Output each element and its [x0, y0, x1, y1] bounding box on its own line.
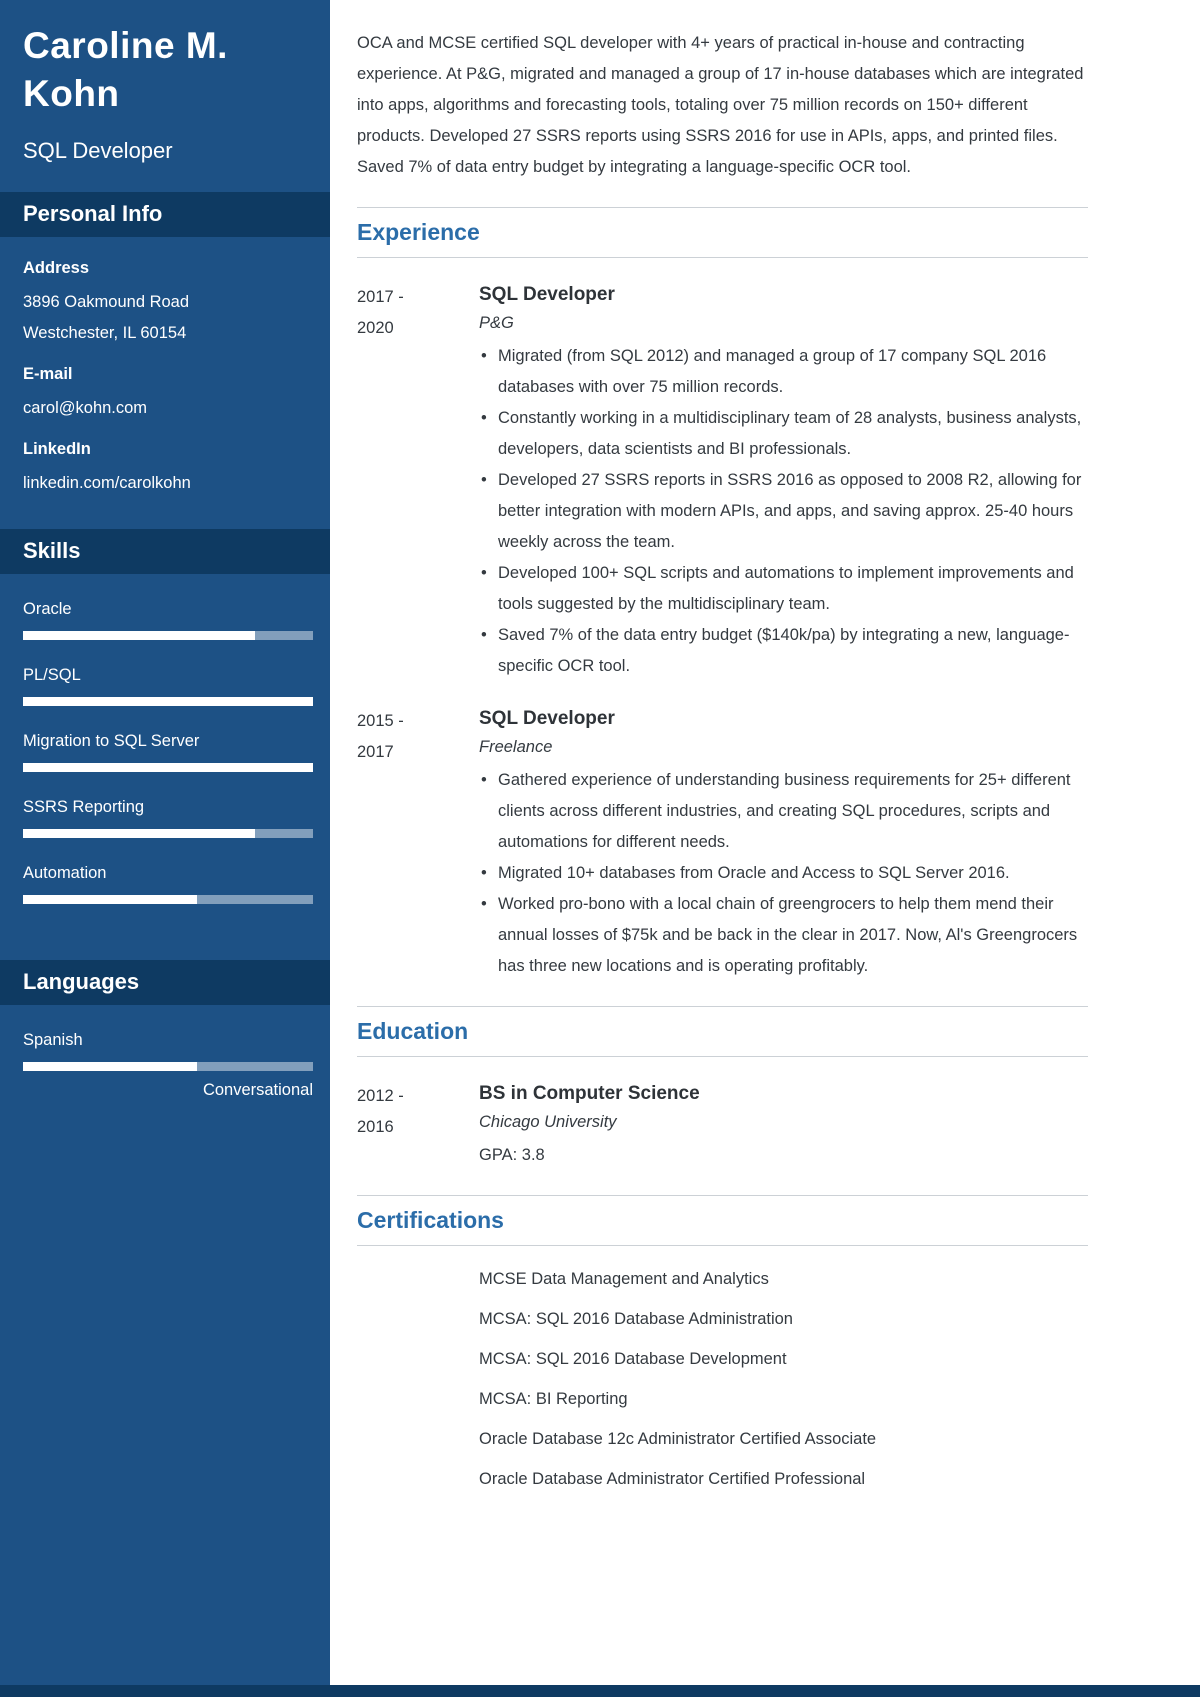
personal-info-heading: Personal Info — [0, 192, 330, 237]
bullet-item: • Migrated 10+ databases from Oracle and Access to SQL Server 2016. — [479, 858, 1088, 889]
email-label: E-mail — [23, 365, 73, 384]
address-field — [23, 259, 312, 349]
skill-level-fill — [23, 697, 313, 706]
entry-dates — [357, 1081, 479, 1171]
date-line: 2020 — [357, 319, 394, 337]
skill-level-fill — [23, 631, 255, 640]
bullet-item: • Migrated (from SQL 2012) and managed a group of 17 company SQL 2016 databases with over 75 million records. — [479, 341, 1088, 403]
entry-job-title: SQL Developer — [479, 284, 615, 305]
entry-company: Freelance — [479, 738, 553, 756]
skill-name: PL/SQL — [23, 666, 81, 685]
entry-job-title: SQL Developer — [479, 708, 615, 729]
skill-item — [23, 864, 312, 904]
language-level-label: Conversational — [202, 1081, 313, 1100]
skill-level-fill — [23, 763, 313, 772]
page-footer-strip — [0, 1685, 1200, 1697]
certification-item: MCSA: SQL 2016 Database Development — [479, 1350, 787, 1368]
language-level-bar — [23, 1062, 313, 1071]
skill-name: SSRS Reporting — [23, 798, 145, 817]
address-label: Address — [23, 259, 90, 278]
entry-dates — [357, 706, 479, 982]
date-line: 2015 - — [357, 712, 404, 730]
entry-company: P&G — [479, 314, 514, 332]
education-entry — [357, 1081, 1088, 1171]
bullet-item: • Worked pro-bono with a local chain of greengrocers to help them mend their annual losses of $75k and be back in the clear in 2017. Now, Al's Greengrocers has three new locations and is operating profitably. — [479, 889, 1088, 982]
skill-level-bar — [23, 631, 313, 640]
entry-bullet-list — [479, 341, 1088, 682]
experience-section-heading: Experience — [357, 207, 1088, 258]
linkedin-field — [23, 440, 312, 499]
bullet-item: • Developed 27 SSRS reports in SSRS 2016 as opposed to 2008 R2, allowing for better integration with modern APIs, and apps, and saving approx. 25-40 hours weekly across the team. — [479, 465, 1088, 558]
email-value: carol@kohn.com — [23, 399, 148, 418]
skill-level-fill — [23, 895, 197, 904]
certification-item: MCSE Data Management and Analytics — [479, 1270, 769, 1288]
entry-body — [479, 706, 1088, 982]
date-line: 2012 - — [357, 1087, 404, 1105]
date-line: 2017 — [357, 743, 394, 761]
certification-item: Oracle Database Administrator Certified Professional — [479, 1470, 866, 1488]
skill-level-bar — [23, 895, 313, 904]
skill-level-bar — [23, 697, 313, 706]
skill-name: Oracle — [23, 600, 72, 619]
skill-item — [23, 732, 312, 772]
skill-name: Migration to SQL Server — [23, 732, 200, 751]
sidebar — [0, 0, 330, 1697]
certification-item: MCSA: SQL 2016 Database Administration — [479, 1310, 793, 1328]
bullet-item: • Developed 100+ SQL scripts and automations to implement improvements and tools suggested by the multidisciplinary team. — [479, 558, 1088, 620]
language-name: Spanish — [23, 1031, 83, 1050]
entry-bullet-list — [479, 765, 1088, 982]
skill-level-bar — [23, 763, 313, 772]
main-content — [330, 0, 1200, 1495]
language-level-fill — [23, 1062, 197, 1071]
entry-school: Chicago University — [479, 1113, 617, 1131]
certification-item: Oracle Database 12c Administrator Certified Associate — [479, 1430, 877, 1448]
bullet-item: • Saved 7% of the data entry budget ($140k/pa) by integrating a new, language-specific OCR tool. — [479, 620, 1088, 682]
skill-item — [23, 798, 312, 838]
languages-section — [0, 1005, 330, 1128]
language-item — [23, 1031, 312, 1100]
skills-heading: Skills — [0, 529, 330, 574]
date-line: 2017 - — [357, 288, 404, 306]
entry-dates — [357, 282, 479, 682]
skills-section — [0, 574, 330, 932]
professional-summary: OCA and MCSE certified SQL developer with 4+ years of practical in-house and contracting experience. At P&G, migrated and managed a group of 17 in-house databases which are integrated into apps, algorithms and forecasting tools, totaling over 75 million records on 150+ different products. Developed 27 SSRS reports using SSRS 2016 for use in APIs, apps, and printed files. Saved 7% of data entry budget by integrating a language-specific OCR tool. — [357, 34, 1084, 176]
skill-level-bar — [23, 829, 313, 838]
address-line: Westchester, IL 60154 — [23, 324, 187, 343]
personal-info-section — [0, 237, 330, 501]
email-field — [23, 365, 312, 424]
skill-item — [23, 600, 312, 640]
skill-item — [23, 666, 312, 706]
skill-name: Automation — [23, 864, 107, 883]
date-line: 2016 — [357, 1118, 394, 1136]
languages-heading: Languages — [0, 960, 330, 1005]
entry-degree-title: BS in Computer Science — [479, 1083, 700, 1104]
experience-entry — [357, 282, 1088, 682]
education-section-heading: Education — [357, 1006, 1088, 1057]
entry-body — [479, 282, 1088, 682]
address-line: 3896 Oakmound Road — [23, 293, 190, 312]
bullet-item: • Gathered experience of understanding business requirements for 25+ different clients across different industries, and creating SQL procedures, scripts and automations for different needs. — [479, 765, 1088, 858]
candidate-job-title: SQL Developer — [23, 138, 173, 164]
bullet-item: • Constantly working in a multidisciplinary team of 28 analysts, business analysts, developers, data scientists and BI professionals. — [479, 403, 1088, 465]
certification-item: MCSA: BI Reporting — [479, 1390, 628, 1408]
linkedin-label: LinkedIn — [23, 440, 91, 459]
certifications-section-heading: Certifications — [357, 1195, 1088, 1246]
linkedin-value: linkedin.com/carolkohn — [23, 474, 191, 493]
certifications-list — [357, 1264, 1088, 1495]
entry-gpa: GPA: 3.8 — [479, 1146, 545, 1164]
experience-entry — [357, 706, 1088, 982]
entry-body — [479, 1081, 1088, 1171]
candidate-name: Caroline M. Kohn — [23, 25, 228, 115]
skill-level-fill — [23, 829, 255, 838]
